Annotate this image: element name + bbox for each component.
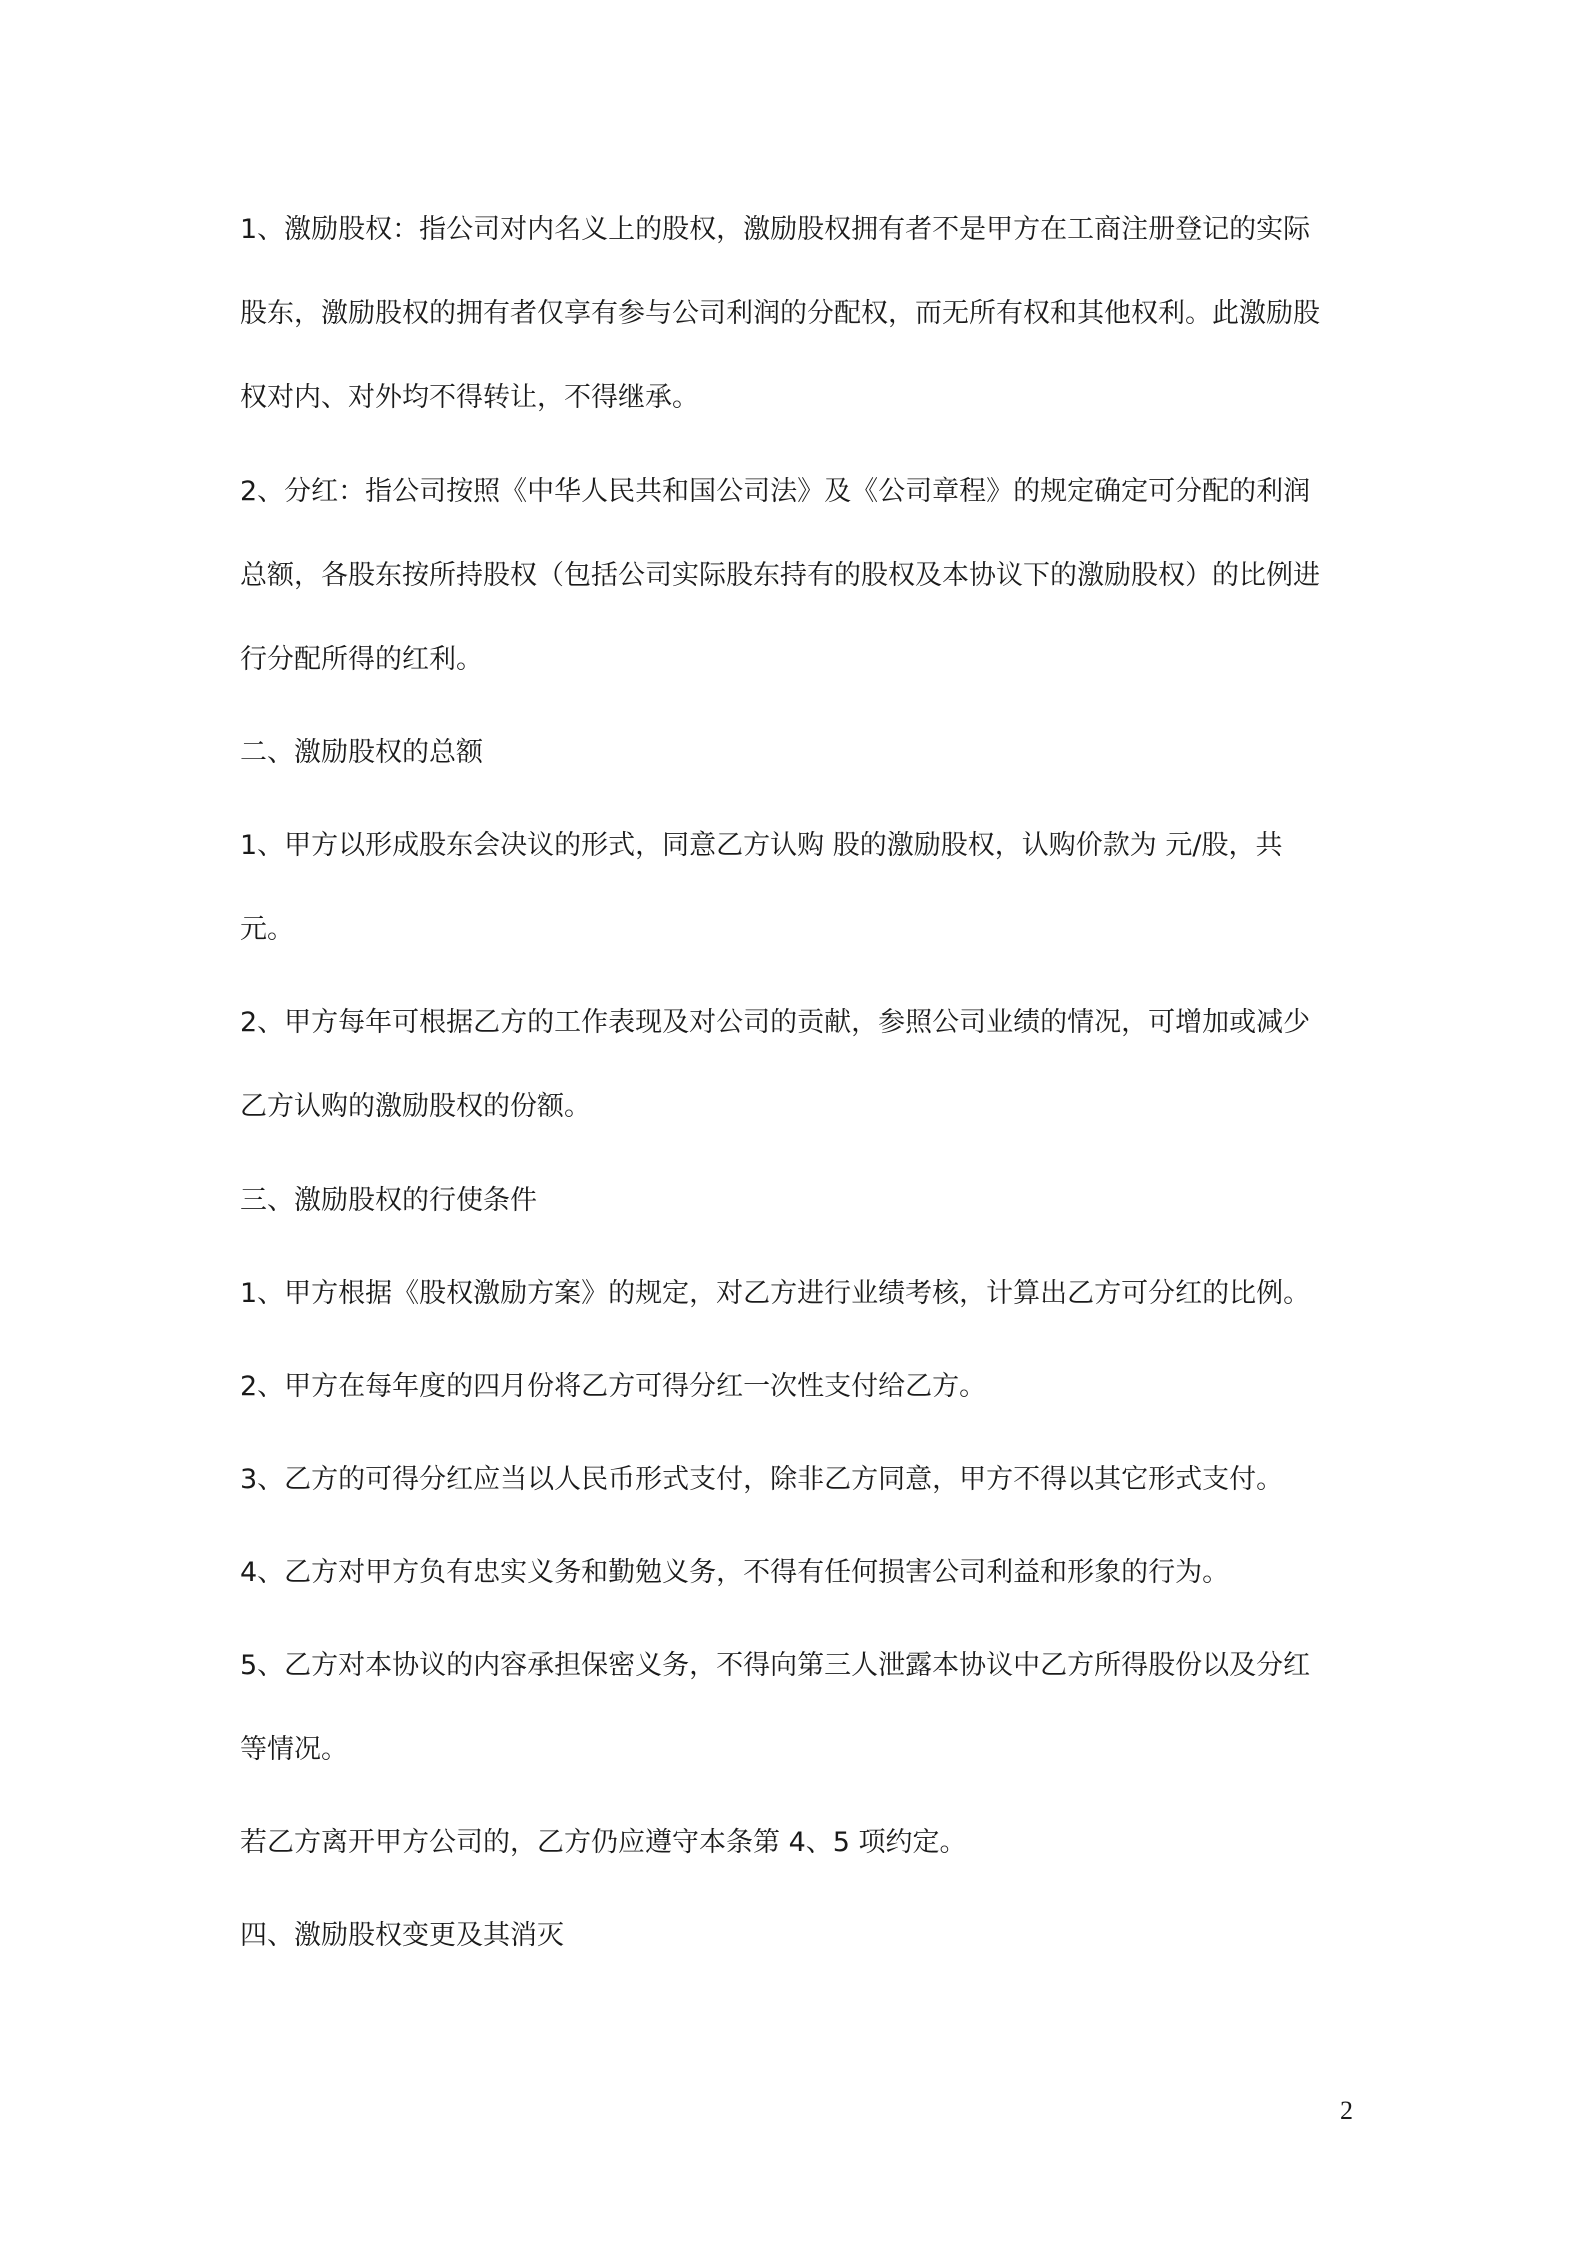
- text-line: 2、甲方每年可根据乙方的工作表现及对公司的贡献，参照公司业绩的情况，可增加或减少: [240, 1007, 1311, 1038]
- page-number: 2: [1340, 2096, 1353, 2125]
- text-line: 权对内、对外均不得转让，不得继承。: [240, 382, 699, 413]
- text-line: 等情况。: [240, 1734, 348, 1765]
- text-line: 3、乙方的可得分红应当以人民币形式支付，除非乙方同意，甲方不得以其它形式支付。: [240, 1464, 1284, 1495]
- section-heading: 三、激励股权的行使条件: [240, 1185, 537, 1216]
- text-line: 若乙方离开甲方公司的，乙方仍应遵守本条第 4、5 项约定。: [240, 1827, 967, 1858]
- text-line: 1、甲方根据《股权激励方案》的规定，对乙方进行业绩考核，计算出乙方可分红的比例。: [240, 1278, 1311, 1309]
- section-heading: 四、激励股权变更及其消灭: [240, 1920, 564, 1951]
- text-line: 1、甲方以形成股东会决议的形式，同意乙方认购 股的激励股权，认购价款为 元/股，共: [240, 830, 1283, 861]
- text-line: 总额，各股东按所持股权（包括公司实际股东持有的股权及本协议下的激励股权）的比例进: [240, 560, 1320, 591]
- text-line: 5、乙方对本协议的内容承担保密义务，不得向第三人泄露本协议中乙方所得股份以及分红: [240, 1650, 1311, 1681]
- text-line: 4、乙方对甲方负有忠实义务和勤勉义务，不得有任何损害公司利益和形象的行为。: [240, 1557, 1230, 1588]
- text-line: 1、激励股权：指公司对内名义上的股权，激励股权拥有者不是甲方在工商注册登记的实际: [240, 214, 1311, 245]
- text-line: 行分配所得的红利。: [240, 644, 483, 675]
- text-line: 元。: [240, 914, 294, 945]
- text-line: 股东，激励股权的拥有者仅享有参与公司利润的分配权，而无所有权和其他权利。此激励股: [240, 298, 1320, 329]
- section-heading: 二、激励股权的总额: [240, 737, 483, 768]
- text-line: 乙方认购的激励股权的份额。: [240, 1091, 591, 1122]
- text-line: 2、分红：指公司按照《中华人民共和国公司法》及《公司章程》的规定确定可分配的利润: [240, 476, 1311, 507]
- text-line: 2、甲方在每年度的四月份将乙方可得分红一次性支付给乙方。: [240, 1371, 987, 1402]
